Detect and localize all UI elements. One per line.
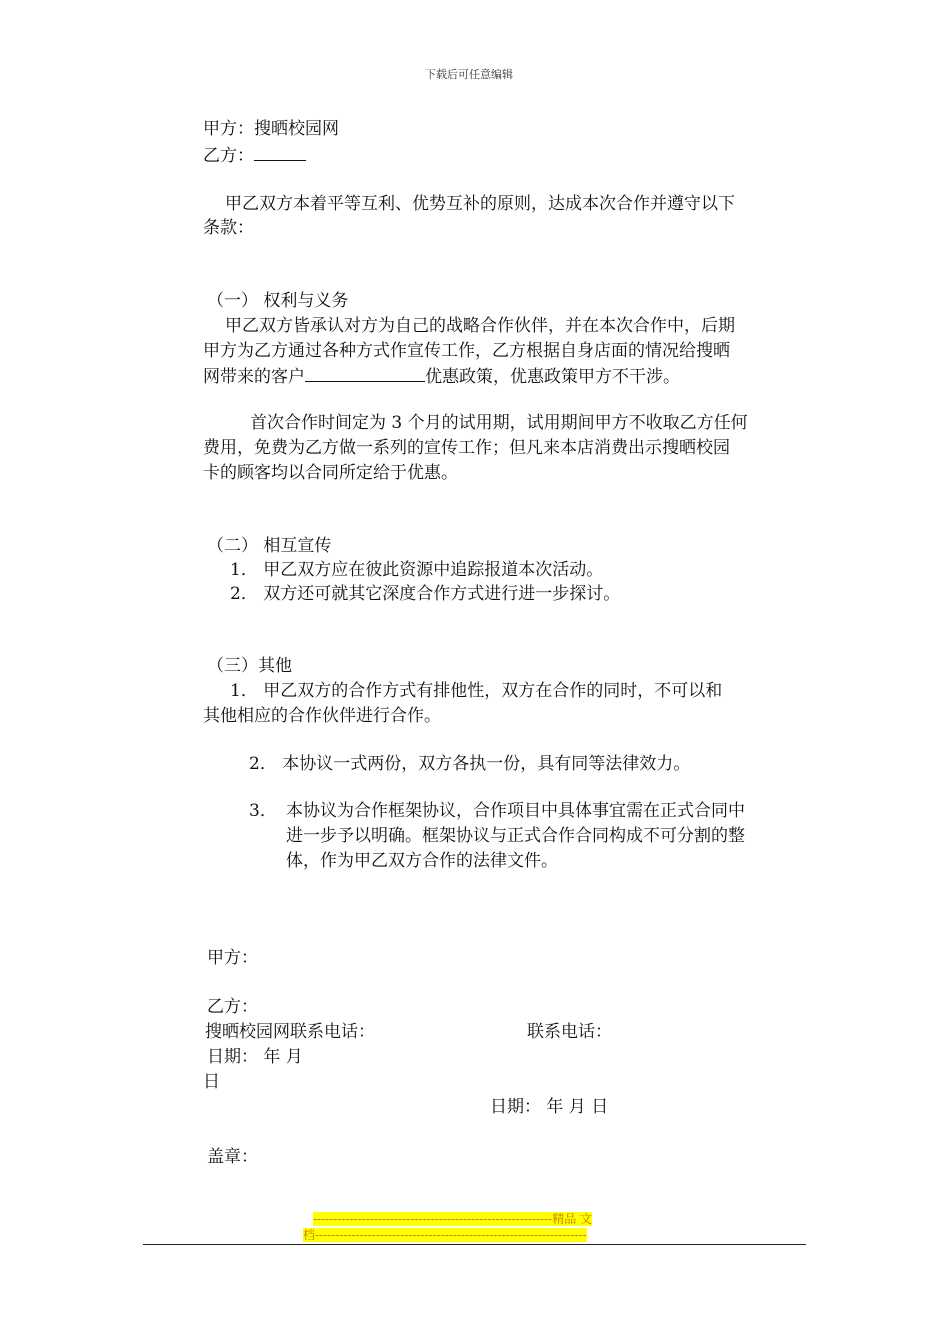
signature-phone-a: 搜晒校园网联系电话： xyxy=(205,1022,375,1042)
section3-item1-line1: 1． 甲乙双方的合作方式有排他性，双方在合作的同时，不可以和 xyxy=(230,681,723,701)
intro-line-1: 甲乙双方本着平等互利、优势互补的原则，达成本次合作并遵守以下 xyxy=(225,194,735,214)
discount-blank xyxy=(305,363,425,382)
section1-heading: （一） 权利与义务 xyxy=(207,291,349,311)
intro-line-2: 条款： xyxy=(203,218,254,238)
section1-para1-line3 xyxy=(203,363,680,389)
section1-para2-line3: 卡的顾客均以合同所定给于优惠。 xyxy=(203,463,458,483)
section2-item1: 1． 甲乙双方应在彼此资源中追踪报道本次活动。 xyxy=(230,560,604,580)
signature-date-a-day: 日 xyxy=(203,1072,220,1092)
section3-item3-line2: 进一步予以明确。框架协议与正式合作合同构成不可分割的整 xyxy=(286,826,745,846)
footer-rule xyxy=(143,1244,806,1245)
footer-highlight-line2: 档------------------------------------------------------------------- xyxy=(303,1228,587,1242)
signature-date-b: 日期： 年 月 日 xyxy=(490,1097,609,1117)
signature-date-a: 日期： 年 月 xyxy=(207,1047,303,1067)
party-b-line xyxy=(203,142,306,168)
signature-phone-b: 联系电话： xyxy=(527,1022,612,1042)
section2-heading: （二） 相互宣传 xyxy=(207,536,332,556)
section1-para2-line1: 首次合作时间定为 3 个月的试用期，试用期间甲方不收取乙方任何 xyxy=(250,413,748,433)
section3-heading: （三）其他 xyxy=(207,656,292,676)
footer-highlight-line1: -----------------------------------------------------------精品 文 xyxy=(313,1212,593,1226)
section1-para1-line2: 甲方为乙方通过各种方式作宣传工作，乙方根据自身店面的情况给搜晒 xyxy=(203,341,730,361)
signature-party-a: 甲方： xyxy=(207,948,258,968)
section3-item2: 2． 本协议一式两份，双方各执一份，具有同等法律效力。 xyxy=(249,754,691,774)
discount-text: 优惠政策，优惠政策甲方不干涉。 xyxy=(425,367,680,387)
section3-item3-number: 3． xyxy=(249,801,277,821)
section1-para1-line1: 甲乙双方皆承认对方为自己的战略合作伙伴，并在本次合作中，后期 xyxy=(225,316,735,336)
party-b-label: 乙方： xyxy=(203,146,254,166)
party-b-blank xyxy=(254,142,306,161)
section2-item2: 2． 双方还可就其它深度合作方式进行进一步探讨。 xyxy=(230,584,621,604)
header-note: 下载后可任意编辑 xyxy=(425,68,513,81)
signature-seal: 盖章： xyxy=(207,1147,258,1167)
section3-item1-line2: 其他相应的合作伙伴进行合作。 xyxy=(203,706,441,726)
customer-text: 网带来的客户 xyxy=(203,367,305,387)
party-a-line: 甲方：搜晒校园网 xyxy=(203,119,339,139)
section3-item3-line3: 体，作为甲乙双方合作的法律文件。 xyxy=(286,851,558,871)
section1-para2-line2: 费用，免费为乙方做一系列的宣传工作；但凡来本店消费出示搜晒校园 xyxy=(203,438,730,458)
signature-party-b: 乙方： xyxy=(207,997,258,1017)
section3-item3-line1: 本协议为合作框架协议，合作项目中具体事宜需在正式合同中 xyxy=(286,801,745,821)
